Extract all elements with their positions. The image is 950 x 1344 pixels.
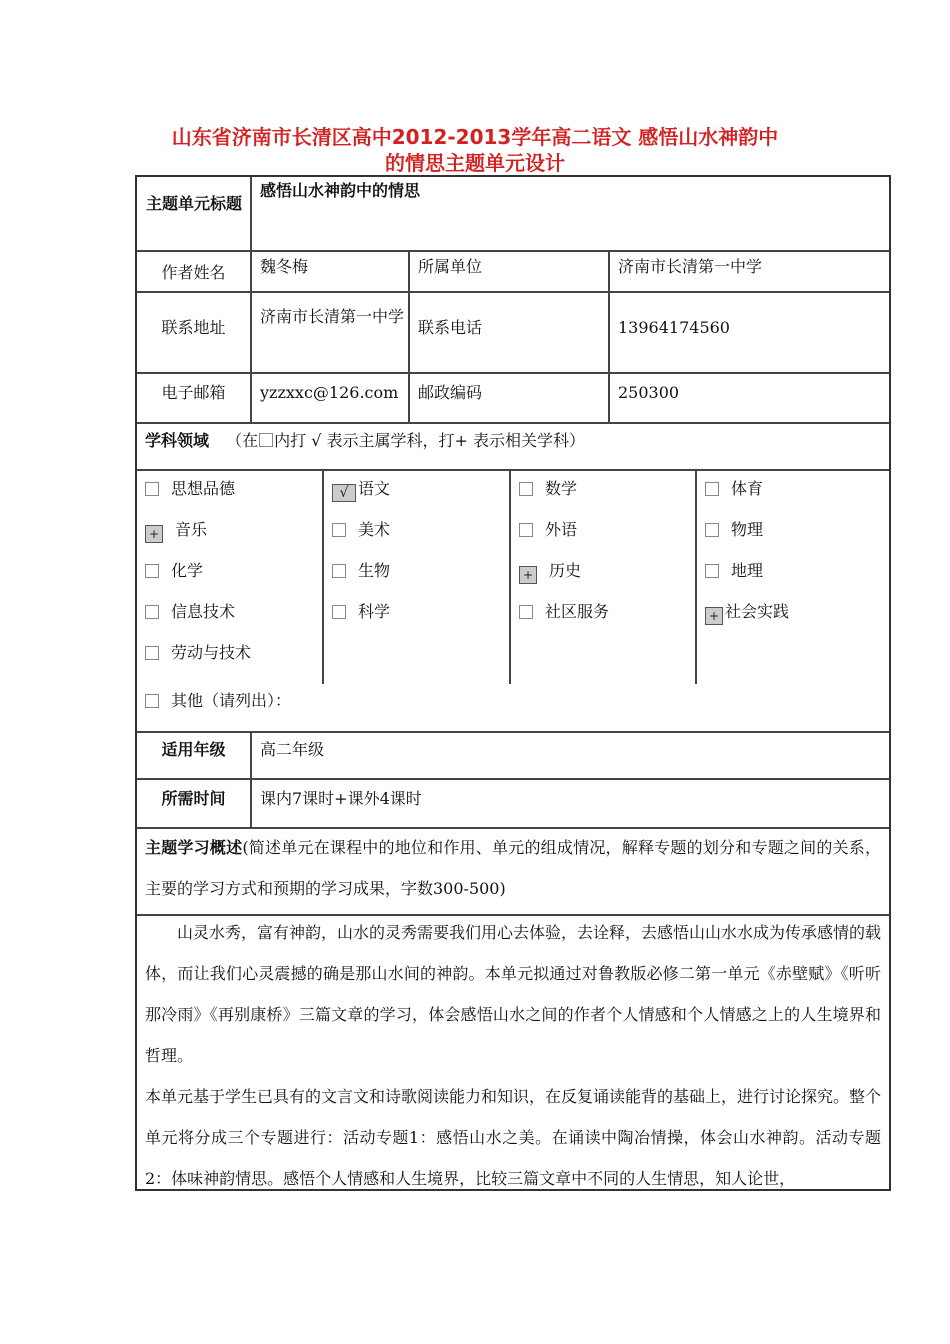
row-divider: [137, 422, 889, 424]
overview-paragraph-2: 本单元基于学生已具有的文言文和诗歌阅读能力和知识，在反复诵读能背的基础上，进行讨论探究。整个单元将分成三个专题进行：活动专题1：感悟山水之美。在诵读中陶冶情操，体会山水神韵。活动专题2：体味神韵情思。感悟个人情感和人生境界，比较三篇文章中不同的人生情思，知人论世，: [145, 1087, 882, 1188]
email-value: yzzxxc@126.com: [260, 383, 399, 402]
subject-item[interactable]: + 音乐: [145, 520, 207, 543]
address-value: 济南市长清第一中学: [260, 307, 405, 326]
document-title-line-1: 山东省济南市长清区高中2012-2013学年高二语文 感悟山水神韵中: [171, 125, 779, 149]
overview-label: 主题学习概述: [145, 838, 243, 857]
checkbox-icon[interactable]: [705, 523, 719, 537]
time-value: 课内7课时+课外4课时: [260, 789, 422, 808]
subject-item[interactable]: 美术: [332, 520, 390, 540]
checkbox-icon: [259, 433, 273, 447]
row-divider: [137, 469, 889, 471]
unit-label: 所属单位: [418, 257, 483, 276]
overview-paragraph-1: 山灵水秀，富有神韵，山水的灵秀需要我们用心去体验，去诠释，去感悟山山水水成为传承感情的载体，而让我们心灵震撼的确是那山水间的神韵。本单元拟通过对鲁教版必修二第一单元《赤壁赋》《听听那冷雨》《再别康桥》三篇文章的学习，体会感悟山水之间的作者个人情感和个人情感之上的人生境界和哲理。: [145, 923, 882, 1065]
overview-header: [145, 827, 881, 909]
checkmark-icon[interactable]: √: [332, 484, 356, 502]
phone-label: 联系电话: [418, 318, 483, 337]
subject-item[interactable]: 化学: [145, 561, 203, 581]
unit-value: 济南市长清第一中学: [618, 257, 763, 276]
postcode-value: 250300: [618, 383, 680, 402]
checkbox-icon[interactable]: [332, 564, 346, 578]
grade-value: 高二年级: [260, 740, 325, 759]
subject-header: [145, 431, 585, 451]
column-divider: [408, 250, 410, 422]
subject-item[interactable]: 外语: [519, 520, 577, 540]
checkbox-icon[interactable]: [145, 482, 159, 496]
checkbox-icon[interactable]: [519, 523, 533, 537]
subject-item[interactable]: + 社会实践: [705, 602, 789, 625]
subject-note: （在: [226, 431, 259, 450]
address-label: 联系地址: [161, 318, 226, 337]
subject-label: 学科领域: [145, 431, 210, 450]
checkbox-icon[interactable]: [519, 605, 533, 619]
document-title-line-2: 的情思主题单元设计: [385, 151, 565, 175]
checkbox-icon[interactable]: [145, 646, 159, 660]
checkbox-icon[interactable]: [332, 523, 346, 537]
subject-item[interactable]: 科学: [332, 602, 390, 622]
subject-item[interactable]: 信息技术: [145, 602, 235, 622]
column-divider: [250, 177, 252, 422]
author-label: 作者姓名: [161, 263, 226, 282]
plus-icon[interactable]: +: [705, 607, 723, 625]
checkbox-icon[interactable]: [145, 564, 159, 578]
subject-item[interactable]: √ 语文: [332, 479, 390, 502]
email-label: 电子邮箱: [161, 383, 226, 402]
subject-item[interactable]: 地理: [705, 561, 763, 581]
subject-item[interactable]: 社区服务: [519, 602, 609, 622]
plus-icon[interactable]: +: [145, 525, 163, 543]
author-value: 魏冬梅: [260, 257, 309, 276]
subject-note-2: 内打 √ 表示主属学科，打+ 表示相关学科）: [274, 431, 585, 450]
checkbox-icon[interactable]: [519, 482, 533, 496]
plus-icon[interactable]: +: [519, 566, 537, 584]
checkbox-icon[interactable]: [705, 564, 719, 578]
postcode-label: 邮政编码: [418, 383, 483, 402]
column-divider: [608, 250, 610, 422]
topic-value: 感悟山水神韵中的情思: [260, 181, 421, 200]
checkbox-icon[interactable]: [145, 694, 159, 708]
checkbox-icon[interactable]: [332, 605, 346, 619]
subject-column-divider: [509, 469, 511, 684]
unit-design-form: [135, 175, 891, 1191]
time-label: 所需时间: [161, 789, 226, 808]
checkbox-icon[interactable]: [145, 605, 159, 619]
subject-item[interactable]: 数学: [519, 479, 577, 499]
subject-item[interactable]: + 历史: [519, 561, 581, 584]
topic-label: 主题单元标题: [145, 194, 242, 213]
checkbox-icon[interactable]: [705, 482, 719, 496]
grade-label: 适用年级: [161, 740, 226, 759]
subject-item[interactable]: 体育: [705, 479, 763, 499]
subject-item[interactable]: 思想品德: [145, 479, 235, 499]
subject-column-divider: [695, 469, 697, 684]
subject-item[interactable]: 劳动与技术: [145, 643, 251, 663]
column-divider: [250, 731, 252, 827]
phone-value: 13964174560: [618, 318, 730, 337]
subject-item-other[interactable]: 其他（请列出）：: [145, 691, 291, 711]
subject-item[interactable]: 物理: [705, 520, 763, 540]
subject-column-divider: [322, 469, 324, 684]
overview-hint: (简述单元在课程中的地位和作用、单元的组成情况，解释专题的划分和专题之间的关系，主要的学习方式和预期的学习成果，字数300-500): [145, 838, 881, 898]
subject-item[interactable]: 生物: [332, 561, 390, 581]
